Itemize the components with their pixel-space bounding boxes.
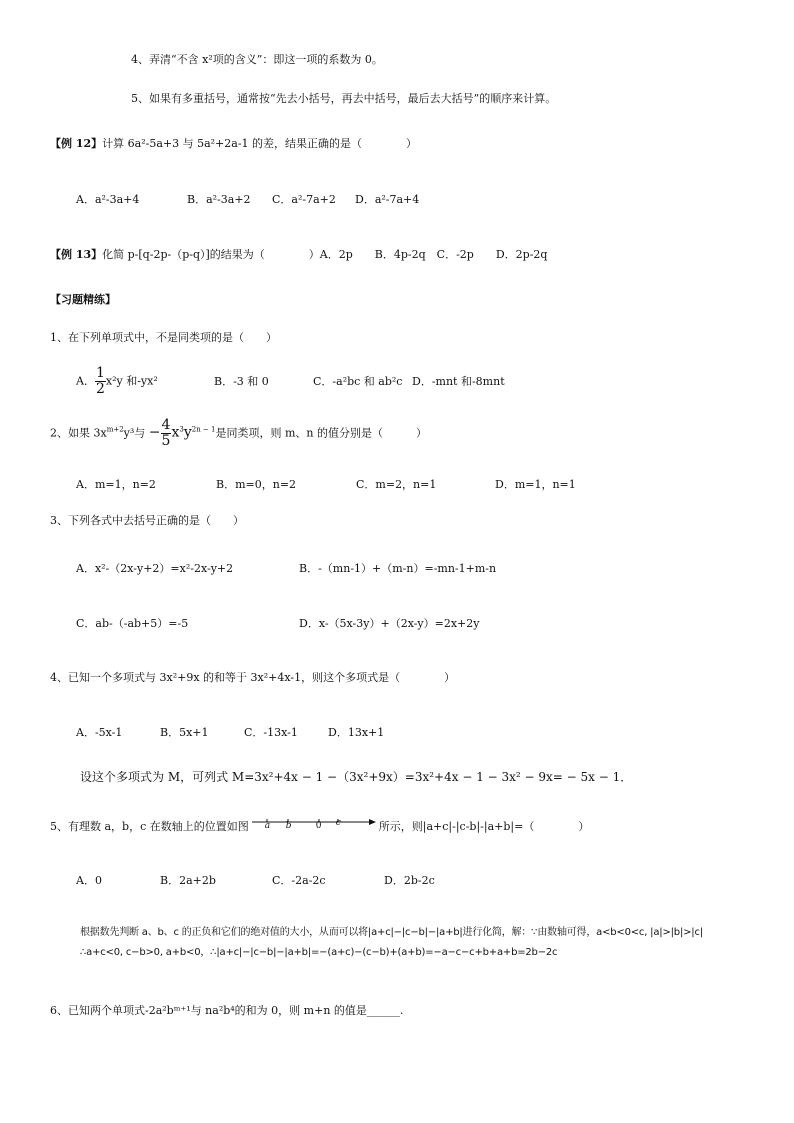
example-12-option-a: A．a²-3a+4 xyxy=(76,193,140,206)
q2-fraction xyxy=(161,418,172,449)
q2-option-a: A．m=1，n=2 xyxy=(76,478,156,491)
example-12-option-d: D．a²-7a+4 xyxy=(355,193,420,206)
q3-option-b: B．-（mn-1）+（m-n）=-mn-1+m-n xyxy=(299,562,497,575)
example-13 xyxy=(50,248,547,262)
q5-solution-line-2: ∴a+c<0, c−b>0, a+b<0，∴|a+c|−|c−b|−|a+b|=−(a+c)−(c−b)+(a+b)=−a−c−c+b+a+b=2b−2c xyxy=(80,947,558,958)
q2-stem xyxy=(50,418,427,449)
q3-option-a: A．x²-（2x-y+2）=x²-2x-y+2 xyxy=(76,562,234,575)
section-title: 【习题精练】 xyxy=(50,293,116,306)
q6-stem: 6、已知两个单项式-2a²bᵐ⁺¹与 na²b⁴的和为 0，则 m+n 的值是______. xyxy=(50,1004,404,1017)
q1-option-b: B．-3 和 0 xyxy=(214,375,269,388)
intro-item-5: 5、如果有多重括号，通常按“先去小括号，再去中括号，最后去大括号”的顺序来计算。 xyxy=(131,92,557,105)
q4-option-a: A．-5x-1 xyxy=(76,726,123,739)
example-13-question: 化简 p-[q-2p-（p-q）]的结果为（ ）A．2p B．4p-2q C．-2p D．2p-2q xyxy=(102,248,548,261)
q1-fraction-num: 1 xyxy=(95,365,105,381)
q5-option-b: B．2a+2b xyxy=(160,874,216,887)
q2-option-c: C．m=2，n=1 xyxy=(356,478,437,491)
number-line-arrow-icon xyxy=(369,819,376,825)
q5-option-c: C．-2a-2c xyxy=(272,874,326,887)
q5-solution-line-1: 根据数先判断 a、b、c 的正负和它们的绝对值的大小，从而可以将|a+c|−|c−b|−|a+b|进行化简，解：∵由数轴可得，a<b<0<c, |a|>|b|>|c| xyxy=(80,927,703,938)
q1-fraction-den: 2 xyxy=(95,381,105,397)
q2-term-y: y xyxy=(183,424,192,441)
q1-option-c: C．-a²bc 和 ab²c xyxy=(313,375,403,388)
q2-stem-mid: y³与 xyxy=(123,426,146,440)
q5-stem-prefix: 5、有理数 a，b，c 在数轴上的位置如图 xyxy=(50,820,249,833)
q4-option-b: B．5x+1 xyxy=(160,726,209,739)
q3-stem: 3、下列各式中去括号正确的是（ ） xyxy=(50,514,244,527)
q1-fraction xyxy=(95,366,106,397)
q3-option-c: C．ab-（-ab+5）=-5 xyxy=(76,617,189,630)
example-12-option-c: C．a²-7a+2 xyxy=(272,193,336,206)
label-a: a xyxy=(264,821,271,831)
q2-option-d: D．m=1，n=1 xyxy=(495,478,576,491)
example-12 xyxy=(50,137,417,151)
q1-option-d: D．-mnt 和-8mnt xyxy=(412,375,505,388)
label-c: c xyxy=(335,818,341,828)
q1-option-a-rest: x²y 和-yx² xyxy=(105,374,158,388)
q2-stem-suffix: 是同类项，则 m、n 的值分别是（ ） xyxy=(215,426,427,440)
q5-option-a: A．0 xyxy=(76,874,102,887)
q2-term-sup1: 3 xyxy=(179,425,184,434)
example-12-tag: 【例 12】 xyxy=(50,137,103,150)
example-12-question: 计算 6a²-5a+3 与 5a²+2a-1 的差，结果正确的是（ ） xyxy=(102,137,418,150)
label-zero: 0 xyxy=(315,821,322,831)
q2-frac-sign: − xyxy=(148,424,161,441)
q2-term-x: x xyxy=(171,424,180,441)
q5-stem xyxy=(50,819,589,835)
q2-term-sup2: 2n − 1 xyxy=(191,425,216,434)
number-line xyxy=(252,819,376,835)
q2-fraction-den: 5 xyxy=(161,433,171,449)
q5-option-d: D．2b-2c xyxy=(384,874,435,887)
example-12-option-b: B．a²-3a+2 xyxy=(187,193,251,206)
q2-option-b: B．m=0，n=2 xyxy=(216,478,297,491)
label-b: b xyxy=(285,821,292,831)
q4-stem: 4、已知一个多项式与 3x²+9x 的和等于 3x²+4x-1，则这个多项式是（ ） xyxy=(50,671,456,684)
q2-stem-sup: m+2 xyxy=(106,425,124,434)
q1-option-a-prefix: A． xyxy=(76,374,95,388)
q4-solution: 设这个多项式为 M，可列式 M=3x²+4x − 1 −（3x²+9x）=3x²+4x − 1 − 3x² − 9x= − 5x − 1． xyxy=(80,770,633,784)
q1-option-a xyxy=(76,366,158,397)
q2-fraction-num: 4 xyxy=(161,417,171,433)
q5-stem-suffix: 所示，则|a+c|-|c-b|-|a+b|=（ ） xyxy=(378,820,590,833)
q2-stem-prefix: 2、如果 3x xyxy=(50,426,107,440)
q1-stem: 1、在下列单项式中，不是同类项的是（ ） xyxy=(50,331,277,344)
q3-option-d: D．x-（5x-3y）+（2x-y）=2x+2y xyxy=(299,617,480,630)
example-13-tag: 【例 13】 xyxy=(50,248,103,261)
q4-option-d: D．13x+1 xyxy=(328,726,385,739)
q4-option-c: C．-13x-1 xyxy=(244,726,298,739)
number-line-graphic xyxy=(252,819,376,835)
intro-item-4: 4、弄清“不含 x²项的含义”：即这一项的系数为 0。 xyxy=(131,53,383,66)
